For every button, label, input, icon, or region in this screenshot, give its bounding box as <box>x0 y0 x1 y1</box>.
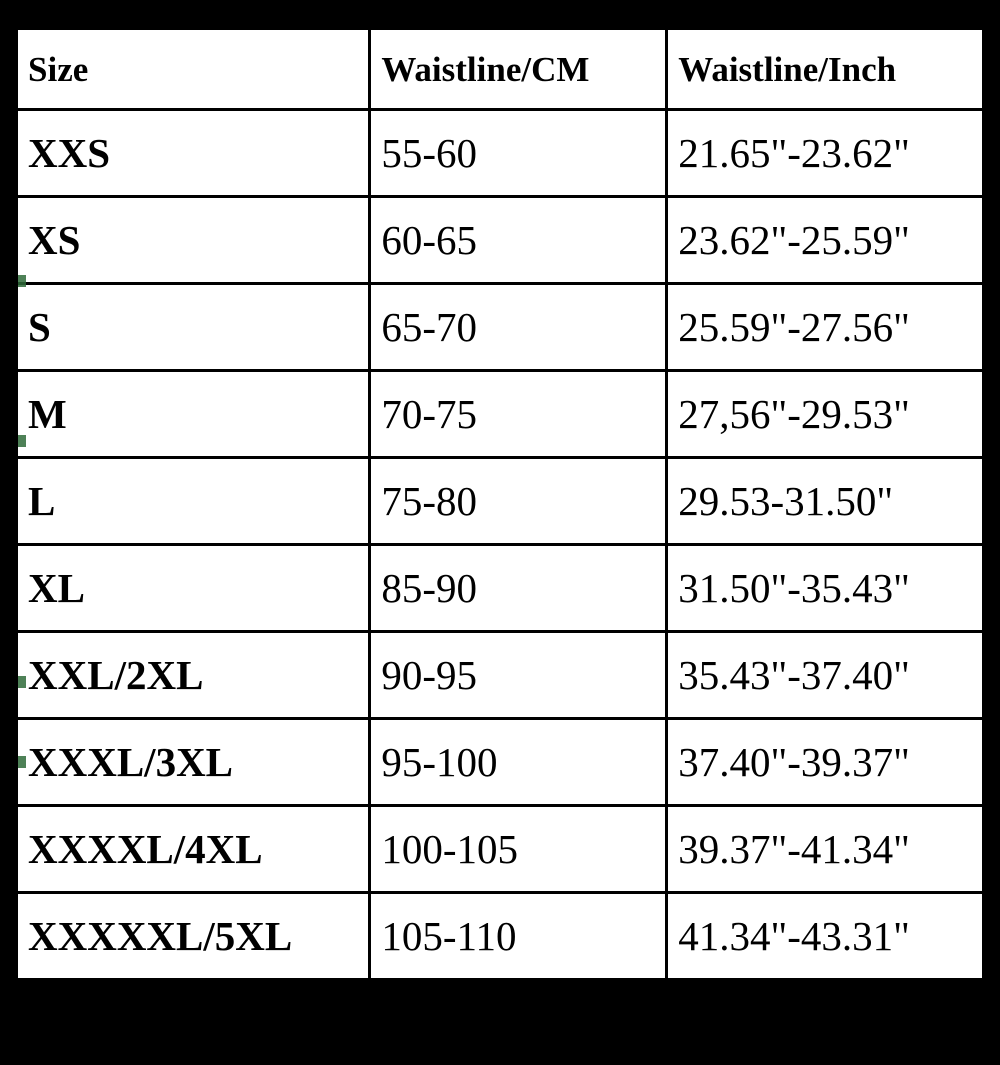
column-header-waistline-cm: Waistline/CM <box>370 30 667 110</box>
cell-size: XXXXXL/5XL <box>18 893 370 980</box>
cell-cm: 110-115 <box>370 980 667 1065</box>
cell-inch: 31.50"-35.43" <box>667 545 982 632</box>
cell-inch: 21.65"-23.62" <box>667 110 982 197</box>
size-chart-table <box>18 30 982 1065</box>
cell-size: S <box>18 284 370 371</box>
cell-size: XXS <box>18 110 370 197</box>
cell-cm: 75-80 <box>370 458 667 545</box>
table-row <box>18 632 982 719</box>
cell-inch: 25.59"-27.56" <box>667 284 982 371</box>
cell-cm: 85-90 <box>370 545 667 632</box>
cell-cm: 60-65 <box>370 197 667 284</box>
table-row <box>18 545 982 632</box>
column-header-size: Size <box>18 30 370 110</box>
cell-cm: 65-70 <box>370 284 667 371</box>
cell-size: XL <box>18 545 370 632</box>
cell-cm: 70-75 <box>370 371 667 458</box>
cell-inch: 27,56"-29.53" <box>667 371 982 458</box>
cell-size: XXXXL/4XL <box>18 806 370 893</box>
table-row <box>18 458 982 545</box>
column-header-waistline-inch: Waistline/Inch <box>667 30 982 110</box>
cell-inch: 29.53-31.50" <box>667 458 982 545</box>
cell-inch: 23.62"-25.59" <box>667 197 982 284</box>
cell-inch: 37.40"-39.37" <box>667 719 982 806</box>
cell-cm: 100-105 <box>370 806 667 893</box>
table-row <box>18 110 982 197</box>
table-row <box>18 284 982 371</box>
table-row <box>18 719 982 806</box>
size-chart-table-container <box>14 26 986 984</box>
cell-cm: 90-95 <box>370 632 667 719</box>
cell-size: M <box>18 371 370 458</box>
table-row <box>18 893 982 980</box>
table-row <box>18 980 982 1065</box>
cell-size: XXXXXXL/6XL <box>18 980 370 1065</box>
cell-size: XXL/2XL <box>18 632 370 719</box>
table-body <box>18 110 982 1065</box>
cell-size: XXXL/3XL <box>18 719 370 806</box>
cell-size: L <box>18 458 370 545</box>
cell-cm: 55-60 <box>370 110 667 197</box>
cell-size: XS <box>18 197 370 284</box>
cell-inch: 39.37"-41.34" <box>667 806 982 893</box>
table-row <box>18 371 982 458</box>
table-row <box>18 197 982 284</box>
cell-inch: 35.43"-37.40" <box>667 632 982 719</box>
cell-cm: 95-100 <box>370 719 667 806</box>
cell-inch: 41.34"-43.31" <box>667 893 982 980</box>
cell-cm: 105-110 <box>370 893 667 980</box>
table-header <box>18 30 982 110</box>
table-header-row <box>18 30 982 110</box>
cell-inch: 43.31"-45.28 <box>667 980 982 1065</box>
table-row <box>18 806 982 893</box>
